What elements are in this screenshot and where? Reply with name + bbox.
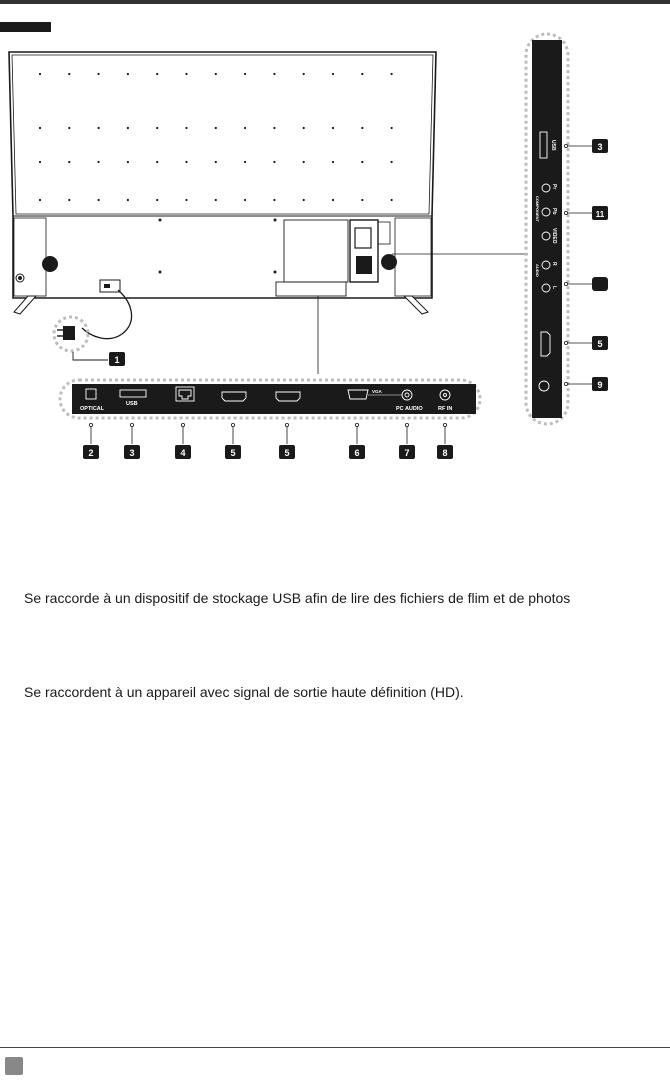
screw-dot <box>244 127 246 129</box>
callout-rf-in <box>437 445 453 459</box>
page-number-box <box>5 1057 23 1075</box>
screw-dot <box>185 161 187 163</box>
screw-dot <box>98 199 100 201</box>
screw-dot <box>303 161 305 163</box>
svg-text:2: 2 <box>88 448 94 458</box>
usb-port-label: USB <box>126 401 138 407</box>
svg-text:3: 3 <box>129 448 135 458</box>
callout-power-cord <box>109 352 125 366</box>
footer-rule <box>0 1047 670 1048</box>
l-label: L <box>551 286 557 290</box>
screw-dot <box>127 199 129 201</box>
svg-text:6: 6 <box>354 448 360 458</box>
callout-headphone <box>592 377 608 391</box>
screw-dot <box>391 127 393 129</box>
rf-in-label: RF IN <box>438 406 453 412</box>
screw-dot <box>39 127 41 129</box>
screw-dot <box>156 73 158 75</box>
screw-dot <box>185 73 187 75</box>
screw-dot <box>332 127 334 129</box>
screw-dot <box>332 161 334 163</box>
pc-audio-label: PC AUDIO <box>396 406 423 412</box>
callout-hdmi-2 <box>279 445 295 459</box>
screw-dot <box>244 73 246 75</box>
screw-dot <box>361 73 363 75</box>
bottom-connector-panel <box>60 380 480 418</box>
screw-dot <box>391 161 393 163</box>
callout-component <box>592 206 608 220</box>
svg-text:3: 3 <box>597 142 603 152</box>
callout-lan <box>175 445 191 459</box>
power-cord <box>54 290 132 360</box>
screw-dot <box>244 161 246 163</box>
usb-description: Se raccorde à un dispositif de stockage USB afin de lire des fichiers de flim et de photos <box>24 590 571 606</box>
r-label: R <box>551 262 557 266</box>
screw-dot <box>156 199 158 201</box>
screw-dot <box>303 127 305 129</box>
screw-dot <box>185 127 187 129</box>
screw-dot <box>156 161 158 163</box>
callout-audio-unlabeled <box>592 277 608 291</box>
screw-dot <box>332 199 334 201</box>
bottom-leaders <box>91 426 445 444</box>
svg-text:4: 4 <box>180 448 186 458</box>
screw-dot <box>98 73 100 75</box>
screw-dot <box>98 161 100 163</box>
screw-dot <box>156 127 158 129</box>
screw-dot <box>361 127 363 129</box>
callout-vga <box>349 445 365 459</box>
screw-dot <box>39 73 41 75</box>
screw-dot <box>391 73 393 75</box>
callout-pc-audio <box>399 445 415 459</box>
screw-dot <box>244 199 246 201</box>
screw-dot <box>215 127 217 129</box>
side-usb-label: USB <box>550 140 556 151</box>
callout-usb <box>124 445 140 459</box>
screw-dot <box>215 73 217 75</box>
svg-text:5: 5 <box>230 448 236 458</box>
screw-dot <box>98 127 100 129</box>
screw-dot <box>68 73 70 75</box>
screw-dot <box>39 199 41 201</box>
svg-text:5: 5 <box>284 448 290 458</box>
svg-text:7: 7 <box>404 448 410 458</box>
svg-text:5: 5 <box>597 339 603 349</box>
screw-dot <box>361 199 363 201</box>
screw-dot <box>185 199 187 201</box>
callout-side-hdmi <box>592 336 608 350</box>
svg-text:8: 8 <box>442 448 448 458</box>
screw-dot <box>127 73 129 75</box>
side-connector-panel <box>526 34 592 424</box>
screw-dot <box>273 73 275 75</box>
video-label: VIDEO <box>551 228 557 244</box>
screw-dot <box>303 199 305 201</box>
screw-dot <box>332 73 334 75</box>
screw-dot <box>215 161 217 163</box>
callout-optical <box>83 445 99 459</box>
header-rule <box>0 0 670 4</box>
screw-dot <box>127 127 129 129</box>
optical-label: OPTICAL <box>80 406 105 412</box>
screw-dot <box>68 199 70 201</box>
screw-dot <box>273 127 275 129</box>
screw-dot <box>68 161 70 163</box>
component-label: COMPONENT <box>535 196 540 222</box>
screw-dot <box>68 127 70 129</box>
screw-dot <box>273 199 275 201</box>
tv-back-diagram <box>0 30 670 470</box>
screw-dot <box>127 161 129 163</box>
screw-dot <box>215 199 217 201</box>
pb-label: Pb <box>551 208 557 215</box>
pr-label: Pr <box>551 184 557 190</box>
svg-text:1: 1 <box>114 355 120 365</box>
vga-label: VGA <box>372 389 382 394</box>
screw-dot <box>361 161 363 163</box>
screw-dot <box>391 199 393 201</box>
callout-side-usb <box>592 139 608 153</box>
screw-dot <box>303 73 305 75</box>
svg-text:9: 9 <box>597 380 603 390</box>
screw-dot <box>39 161 41 163</box>
callout-hdmi-1 <box>225 445 241 459</box>
svg-text:11: 11 <box>595 210 605 219</box>
screw-dot <box>273 161 275 163</box>
audio-label: AUDIO <box>535 264 540 277</box>
hdmi-description: Se raccordent à un appareil avec signal de sortie haute définition (HD). <box>24 684 464 700</box>
